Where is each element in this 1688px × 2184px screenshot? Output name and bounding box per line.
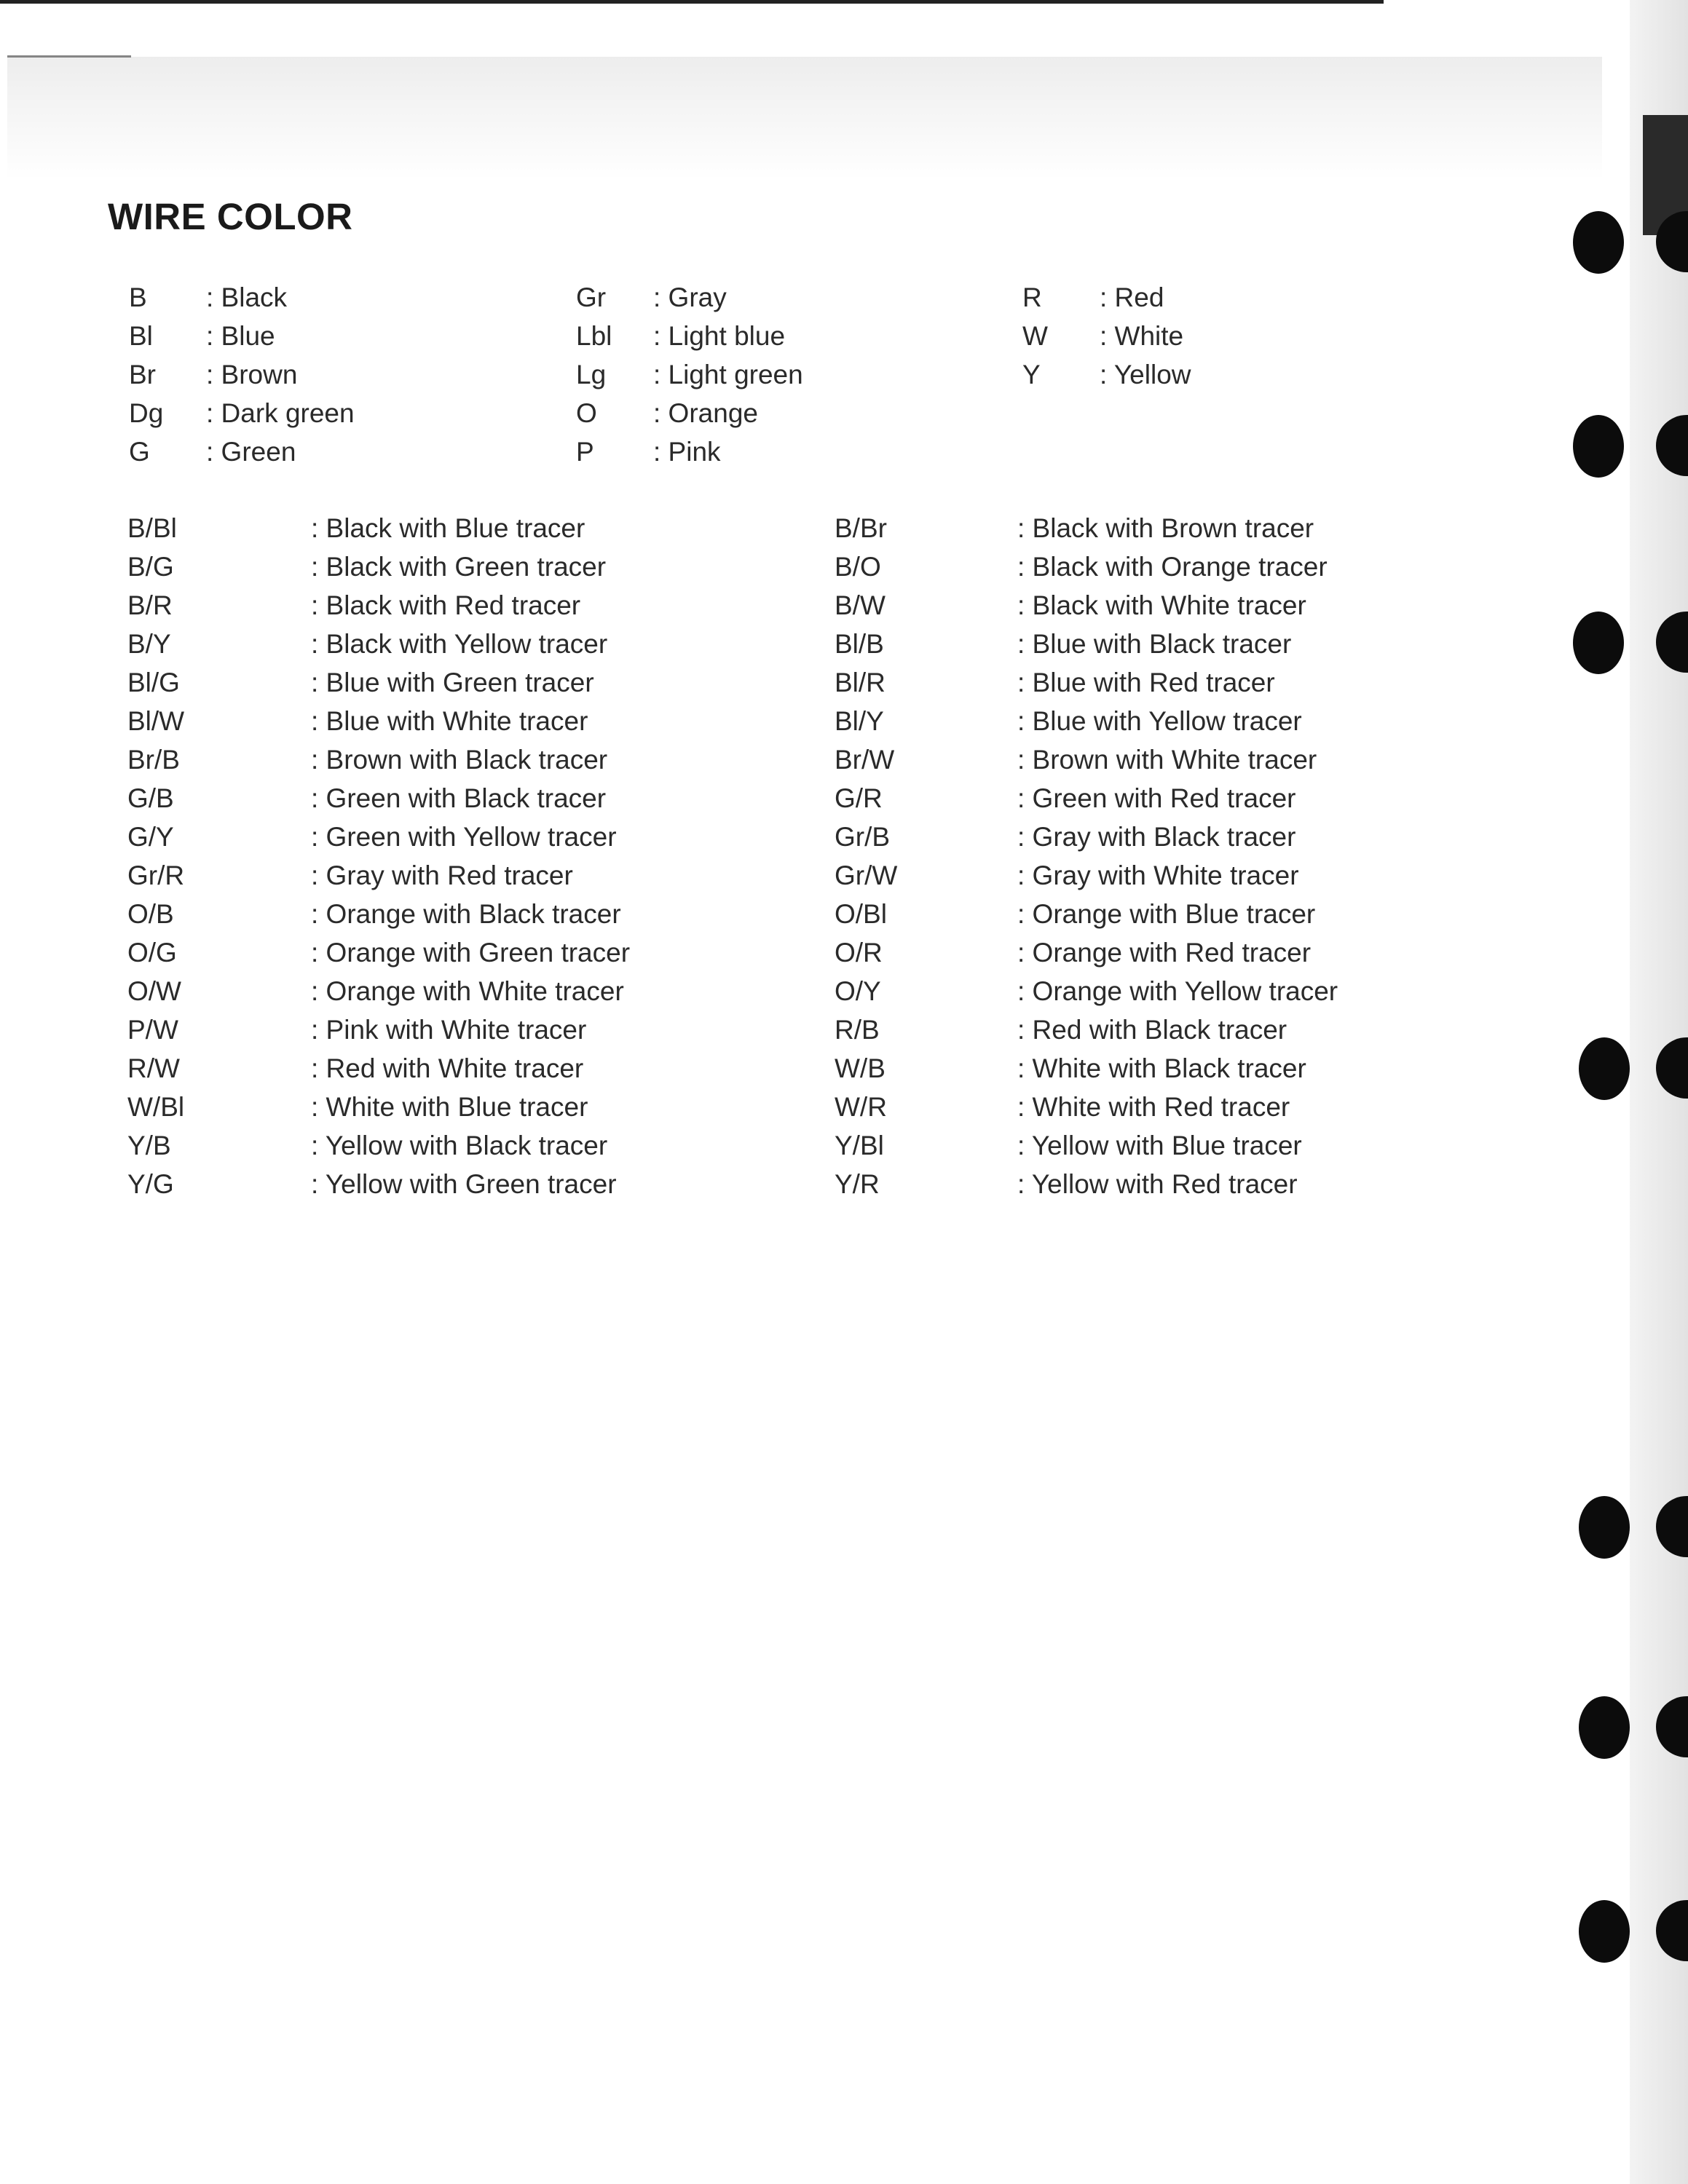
list-item — [0, 553, 1688, 592]
color-code: Bl — [129, 321, 153, 351]
color-description: : Gray with Black tracer — [1017, 822, 1296, 852]
binder-hole — [1579, 1900, 1630, 1963]
list-item — [0, 1171, 1688, 1209]
list-item — [0, 438, 1688, 477]
color-code: O/R — [835, 938, 883, 968]
color-description: : Blue with Green tracer — [311, 668, 594, 697]
list-item — [0, 785, 1688, 823]
color-code: R/W — [127, 1053, 180, 1083]
list-item — [0, 978, 1688, 1016]
color-code: W/Bl — [127, 1092, 185, 1122]
color-description: : Orange — [653, 398, 758, 428]
list-item — [0, 669, 1688, 708]
top-shadow — [7, 57, 1602, 181]
color-code: W/B — [835, 1053, 886, 1083]
color-description: : White with Red tracer — [1017, 1092, 1290, 1122]
color-code: P — [576, 437, 594, 467]
color-code: Lg — [576, 360, 607, 389]
base-color-list — [0, 284, 1688, 477]
color-code: B/Y — [127, 629, 171, 659]
color-code: Lbl — [576, 321, 612, 351]
list-item — [0, 284, 1688, 323]
binder-hole — [1573, 211, 1624, 274]
color-code: Y/R — [835, 1169, 880, 1199]
color-description: : Green with Red tracer — [1017, 783, 1296, 813]
binder-hole — [1579, 1496, 1630, 1559]
color-description: : White — [1100, 321, 1184, 351]
list-item — [0, 515, 1688, 553]
list-item — [0, 592, 1688, 630]
color-code: B — [129, 282, 147, 312]
color-code: B/G — [127, 552, 174, 582]
color-code: Bl/Y — [835, 706, 884, 736]
list-item — [0, 323, 1688, 361]
color-code: Bl/B — [835, 629, 884, 659]
list-item — [0, 901, 1688, 939]
color-description: : Red with Black tracer — [1017, 1015, 1287, 1045]
color-code: O/Y — [835, 976, 881, 1006]
color-description: : Blue with Black tracer — [1017, 629, 1292, 659]
color-description: : Orange with Green tracer — [311, 938, 631, 968]
color-description: : Orange with Yellow tracer — [1017, 976, 1338, 1006]
color-description: : Gray with Red tracer — [311, 860, 573, 890]
color-description: : Black with Orange tracer — [1017, 552, 1328, 582]
color-code: G/B — [127, 783, 174, 813]
color-description: : Gray with White tracer — [1017, 860, 1299, 890]
color-description: : Yellow with Blue tracer — [1017, 1131, 1302, 1160]
tracer-color-list — [0, 515, 1688, 1209]
color-description: : Red — [1100, 282, 1164, 312]
color-code: O/B — [127, 899, 174, 929]
color-code: Br/W — [835, 745, 895, 775]
color-code: Dg — [129, 398, 164, 428]
color-code: O/Bl — [835, 899, 887, 929]
color-description: : White with Blue tracer — [311, 1092, 588, 1122]
color-code: Y/B — [127, 1131, 171, 1160]
color-description: : Green — [206, 437, 296, 467]
color-code: B/Bl — [127, 513, 177, 543]
binder-hole — [1579, 1696, 1630, 1759]
list-item — [0, 630, 1688, 669]
color-description: : Orange with Black tracer — [311, 899, 621, 929]
color-code: Y/G — [127, 1169, 174, 1199]
color-code: B/R — [127, 590, 173, 620]
color-description: : Light blue — [653, 321, 786, 351]
color-code: B/W — [835, 590, 886, 620]
color-description: : Pink with White tracer — [311, 1015, 587, 1045]
color-description: : Black with Red tracer — [311, 590, 581, 620]
color-code: O/W — [127, 976, 181, 1006]
color-description: : Orange with Red tracer — [1017, 938, 1312, 968]
color-description: : Blue with Yellow tracer — [1017, 706, 1302, 736]
list-item — [0, 1093, 1688, 1132]
list-item — [0, 1132, 1688, 1171]
list-item — [0, 939, 1688, 978]
color-description: : Green with Black tracer — [311, 783, 607, 813]
list-item — [0, 823, 1688, 862]
color-code: G/R — [835, 783, 883, 813]
color-code: Gr/W — [835, 860, 898, 890]
color-description: : Light green — [653, 360, 803, 389]
color-code: Br/B — [127, 745, 180, 775]
color-code: Br — [129, 360, 156, 389]
list-item — [0, 746, 1688, 785]
color-code: B/Br — [835, 513, 887, 543]
color-description: : Red with White tracer — [311, 1053, 584, 1083]
color-code: Gr/B — [835, 822, 891, 852]
color-description: : Green with Yellow tracer — [311, 822, 617, 852]
top-rule — [0, 0, 1384, 4]
color-code: Bl/R — [835, 668, 886, 697]
color-code: R — [1022, 282, 1042, 312]
color-code: B/O — [835, 552, 881, 582]
color-code: W — [1022, 321, 1048, 351]
page-title: WIRE COLOR — [108, 196, 353, 237]
color-code: R/B — [835, 1015, 880, 1045]
color-description: : Black with Brown tracer — [1017, 513, 1314, 543]
color-description: : Yellow with Red tracer — [1017, 1169, 1298, 1199]
color-description: : Dark green — [206, 398, 355, 428]
color-description: : Brown with White tracer — [1017, 745, 1317, 775]
color-description: : Yellow with Black tracer — [311, 1131, 608, 1160]
list-item — [0, 400, 1688, 438]
list-item — [0, 1016, 1688, 1055]
color-description: : Blue with Red tracer — [1017, 668, 1275, 697]
color-description: : Black with Blue tracer — [311, 513, 585, 543]
color-code: O/G — [127, 938, 177, 968]
list-item — [0, 708, 1688, 746]
color-description: : Black with White tracer — [1017, 590, 1306, 620]
list-item — [0, 361, 1688, 400]
color-description: : Orange with Blue tracer — [1017, 899, 1316, 929]
color-description: : Pink — [653, 437, 721, 467]
color-description: : Yellow — [1100, 360, 1191, 389]
color-code: Gr — [576, 282, 607, 312]
color-description: : Black with Yellow tracer — [311, 629, 608, 659]
color-code: Y — [1022, 360, 1041, 389]
list-item — [0, 1055, 1688, 1093]
color-description: : Brown with Black tracer — [311, 745, 608, 775]
color-description: : Blue with White tracer — [311, 706, 588, 736]
color-code: W/R — [835, 1092, 887, 1122]
color-description: : White with Black tracer — [1017, 1053, 1306, 1083]
color-code: P/W — [127, 1015, 178, 1045]
color-description: : Yellow with Green tracer — [311, 1169, 617, 1199]
color-code: Y/Bl — [835, 1131, 884, 1160]
color-description: : Orange with White tracer — [311, 976, 624, 1006]
color-description: : Blue — [206, 321, 275, 351]
list-item — [0, 862, 1688, 901]
color-code: Gr/R — [127, 860, 185, 890]
color-code: G — [129, 437, 150, 467]
color-code: G/Y — [127, 822, 174, 852]
color-description: : Black — [206, 282, 288, 312]
color-code: Bl/G — [127, 668, 180, 697]
color-description: : Gray — [653, 282, 727, 312]
color-code: O — [576, 398, 597, 428]
color-description: : Black with Green tracer — [311, 552, 607, 582]
color-description: : Brown — [206, 360, 298, 389]
color-code: Bl/W — [127, 706, 185, 736]
